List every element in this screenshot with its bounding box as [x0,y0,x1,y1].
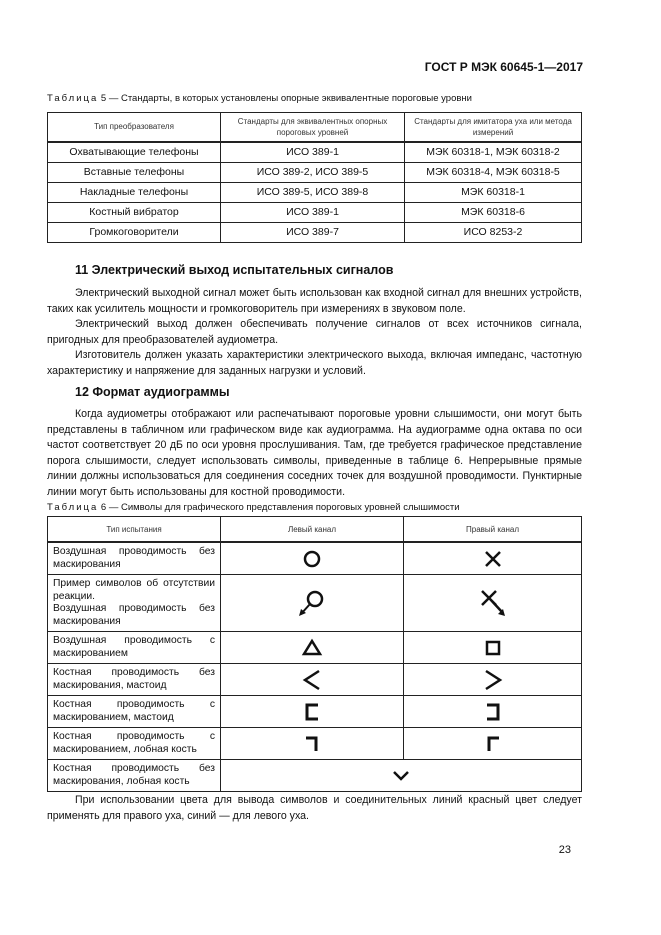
test-type: Костная проводимость с маскированием, мастоид [48,696,221,728]
table6-symbols [47,516,582,792]
caption-word: Таблица [47,93,99,104]
cell: ИСО 389-2, ИСО 389-5 [221,162,405,182]
angle-right-icon [482,668,504,692]
page-number: 23 [558,844,571,856]
section-12-heading: 12 Формат аудиограммы [75,385,230,399]
column-header: Тип преобразователя [48,113,221,142]
caption-text: 5 — Стандарты, в которых установлены опорные эквивалентные пороговые уровни [100,93,472,104]
paragraph: Электрический выходной сигнал может быть использован как входной сигнал для внешних устройств, таких как усилитель мощности и громкоговоритель при измерениях в звуковом поле. [47,287,582,315]
cell: Вставные телефоны [48,162,221,182]
caption-word: Таблица [47,502,99,513]
square-icon [483,638,503,658]
circle-arrow-icon [297,588,327,618]
table-row [48,202,582,222]
cell: ИСО 389-1 [221,142,405,163]
table-row [48,142,582,163]
paragraph: При использовании цвета для вывода символов и соединительных линий красный цвет следует применять для правого уха, синий — для левого уха. [47,794,582,822]
table-row [48,696,582,728]
bracket-left-icon [302,702,322,722]
document-id: ГОСТ Р МЭК 60645-1—2017 [424,60,583,74]
table-row [48,575,582,632]
table6-caption [47,502,460,513]
closing-text [47,793,582,824]
cell: Охватывающие телефоны [48,142,221,163]
cross-icon [483,549,503,569]
test-type: Костная проводимость без маскирования, мастоид [48,664,221,696]
section-11-body [47,286,582,379]
test-type: Воздушная проводимость без маскирования [48,542,221,575]
test-type: Костная проводимость с маскированием, лобная кость [48,728,221,760]
circle-icon [302,549,322,569]
table5-caption [47,93,472,104]
test-type: Воздушная проводимость с маскированием [48,632,221,664]
table-row [48,182,582,202]
cell: Костный вибратор [48,202,221,222]
label-line: Воздушная проводимость без маскирования [53,603,215,627]
bracket-right-icon [483,702,503,722]
cell: ИСО 389-5, ИСО 389-8 [221,182,405,202]
cell: МЭК 60318-6 [405,202,582,222]
label-line: Пример символов об отсутствии реакции. [53,578,215,602]
table-row [48,760,582,792]
section-11-heading: 11 Электрический выход испытательных сигналов [75,263,394,277]
triangle-icon [301,638,323,658]
chevron-down-icon [391,769,411,783]
cell: МЭК 60318-1 [405,182,582,202]
test-type [48,575,221,632]
section-12-body [47,407,582,500]
cell: ИСО 8253-2 [405,222,582,242]
cell: Громкоговорители [48,222,221,242]
column-header: Стандарты для имитатора уха или метода измерений [405,113,582,142]
column-header: Стандарты для эквивалентных опорных пороговых уровней [221,113,405,142]
cell: ИСО 389-7 [221,222,405,242]
table-row [48,542,582,575]
cell: ИСО 389-1 [221,202,405,222]
test-type: Костная проводимость без маскирования, лобная кость [48,760,221,792]
table5-standards [47,112,582,243]
table-row [48,222,582,242]
cell: Накладные телефоны [48,182,221,202]
paragraph: Электрический выход должен обеспечивать получение сигналов от всех источников сигнала, пригодных для преобразователей аудиометра. [47,318,582,346]
corner-left-icon [483,734,503,754]
cell: МЭК 60318-4, МЭК 60318-5 [405,162,582,182]
table-row [48,728,582,760]
paragraph: Когда аудиометры отображают или распечатывают пороговые уровни слышимости, они могут быть представлены в табличном или графическом виде как аудиограмма. На аудиограмме одна октава по оси частот соответствует 20 дБ по оси уровня прослушивания. Там, где требуется графическое представление порога слышимости, следует использовать символы, приведенные в таблице 6. Непрерывные прямые линии должны использоваться для соединения соседних точек для воздушной проводимости. Пунктирные линии могут быть использованы для костной проводимости. [47,408,582,498]
caption-text: 6 — Символы для графического представления пороговых уровней слышимости [100,502,460,513]
cell: МЭК 60318-1, МЭК 60318-2 [405,142,582,163]
angle-left-icon [301,668,323,692]
column-header: Левый канал [221,517,404,543]
table-row [48,632,582,664]
table-row [48,664,582,696]
cross-arrow-icon [478,588,508,618]
column-header: Тип испытания [48,517,221,543]
table-row [48,162,582,182]
paragraph: Изготовитель должен указать характеристики электрического выхода, включая импеданс, частотную характеристику и напряжение для заданных нагрузки и условий. [47,349,582,377]
column-header: Правый канал [404,517,582,543]
corner-right-icon [302,734,322,754]
